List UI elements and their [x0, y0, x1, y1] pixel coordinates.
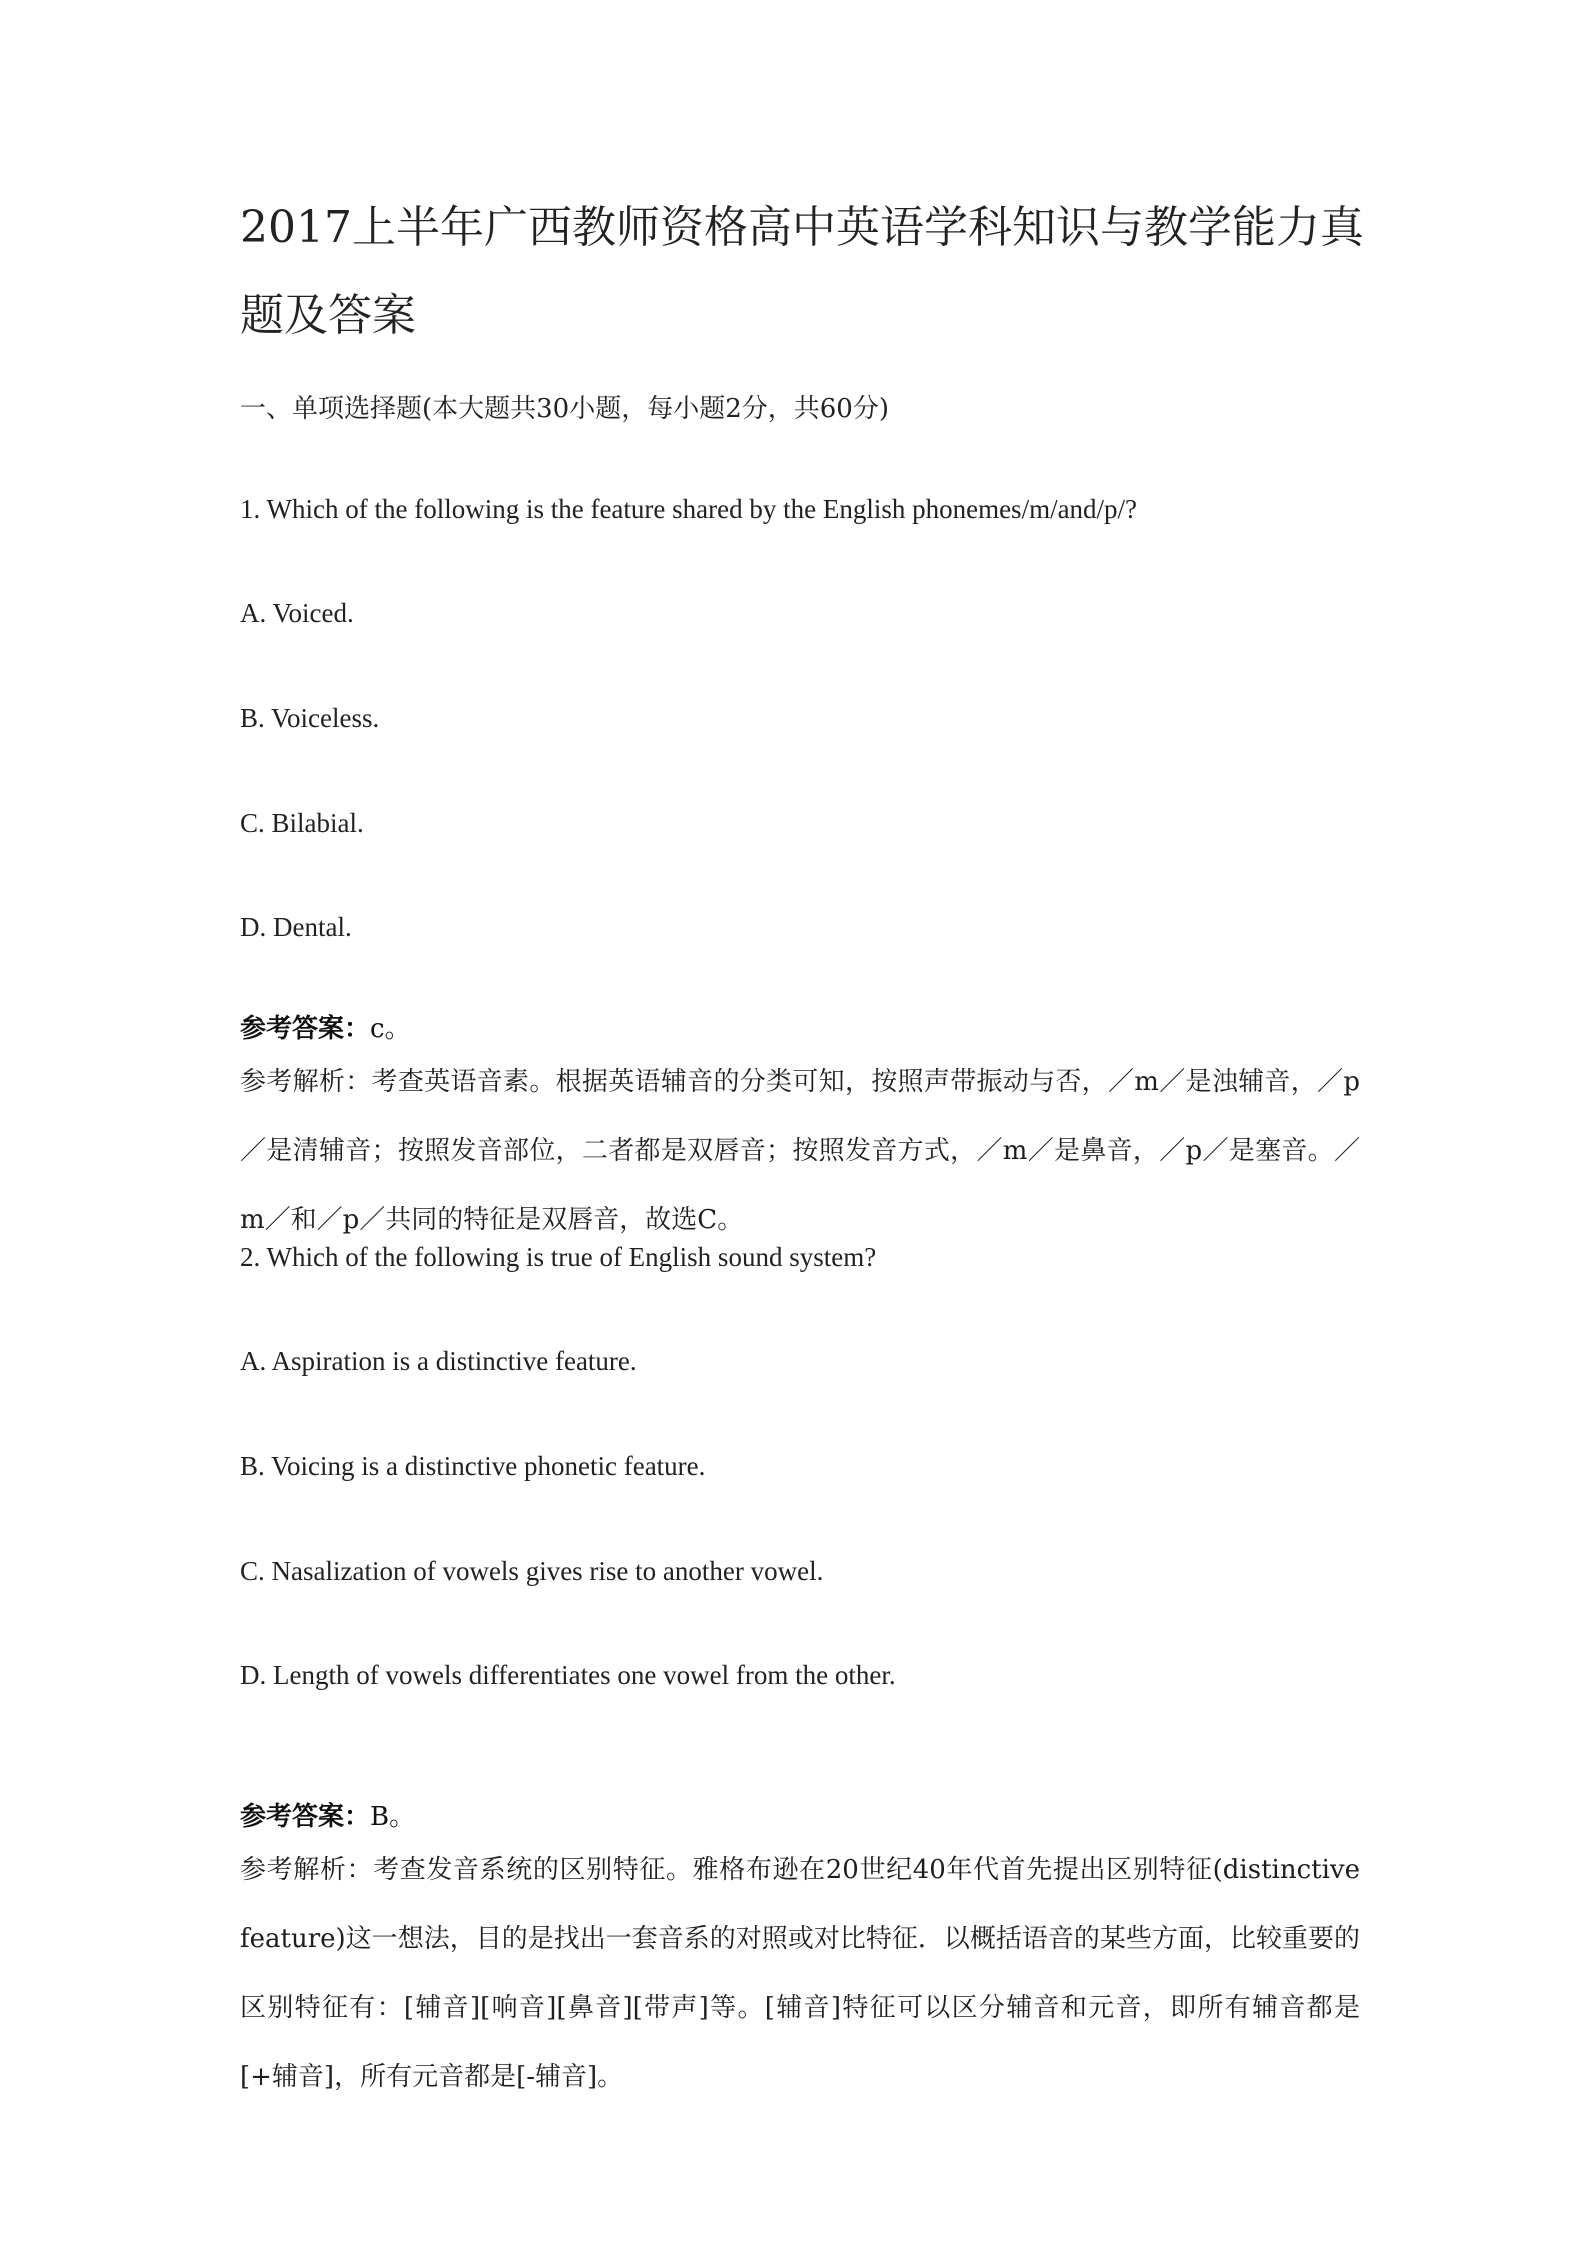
question-2-option-b: B. Voicing is a distinctive phonetic feature.	[240, 1451, 706, 1481]
question-1-explanation: 参考解析：考查英语音素。根据英语辅音的分类可知，按照声带振动与否，／m／是浊辅音，／p／是清辅音；按照发音部位，二者都是双唇音；按照发音方式，／m／是鼻音，／p／是塞音。／m／和／p／共同的特征是双唇音，故选C。	[240, 1067, 1360, 1235]
question-1-option-d: D. Dental.	[240, 912, 352, 942]
question-1-answer	[240, 1008, 411, 1045]
answer-value: B。	[370, 1802, 416, 1832]
question-1-text: 1. Which of the following is the feature shared by the English phonemes/m/and/p/?	[240, 494, 1138, 524]
question-2-option-d: D. Length of vowels differentiates one vowel from the other.	[240, 1660, 896, 1690]
question-1-option-c: C. Bilabial.	[240, 808, 364, 838]
section-heading: 一、单项选择题(本大题共30小题，每小题2分，共60分)	[240, 394, 889, 424]
answer-label: 参考答案：	[240, 1802, 371, 1832]
question-2-option-a: A. Aspiration is a distinctive feature.	[240, 1346, 637, 1376]
question-2-text: 2. Which of the following is true of English sound system?	[240, 1242, 877, 1272]
question-2-answer	[240, 1796, 415, 1833]
question-1-option-b: B. Voiceless.	[240, 703, 380, 733]
question-2-option-c: C. Nasalization of vowels gives rise to another vowel.	[240, 1556, 824, 1586]
question-2-explanation: 参考解析：考查发音系统的区别特征。雅格布逊在20世纪40年代首先提出区别特征(distinctive feature)这一想法，目的是找出一套音系的对照或对比特征．以概括语音的某些方面，比较重要的区别特征有：[辅音][响音][鼻音][带声]等。[辅音]特征可以区分辅音和元音，即所有辅音都是[+辅音]，所有元音都是[-辅音]。	[240, 1855, 1360, 2092]
document-title-line-1: 2017上半年广西教师资格高中英语学科知识与教学能力真	[240, 202, 1364, 253]
question-1-option-a: A. Voiced.	[240, 598, 354, 628]
answer-value: c。	[370, 1014, 411, 1044]
document-title-line-2: 题及答案	[240, 290, 416, 341]
answer-label: 参考答案：	[240, 1014, 371, 1044]
